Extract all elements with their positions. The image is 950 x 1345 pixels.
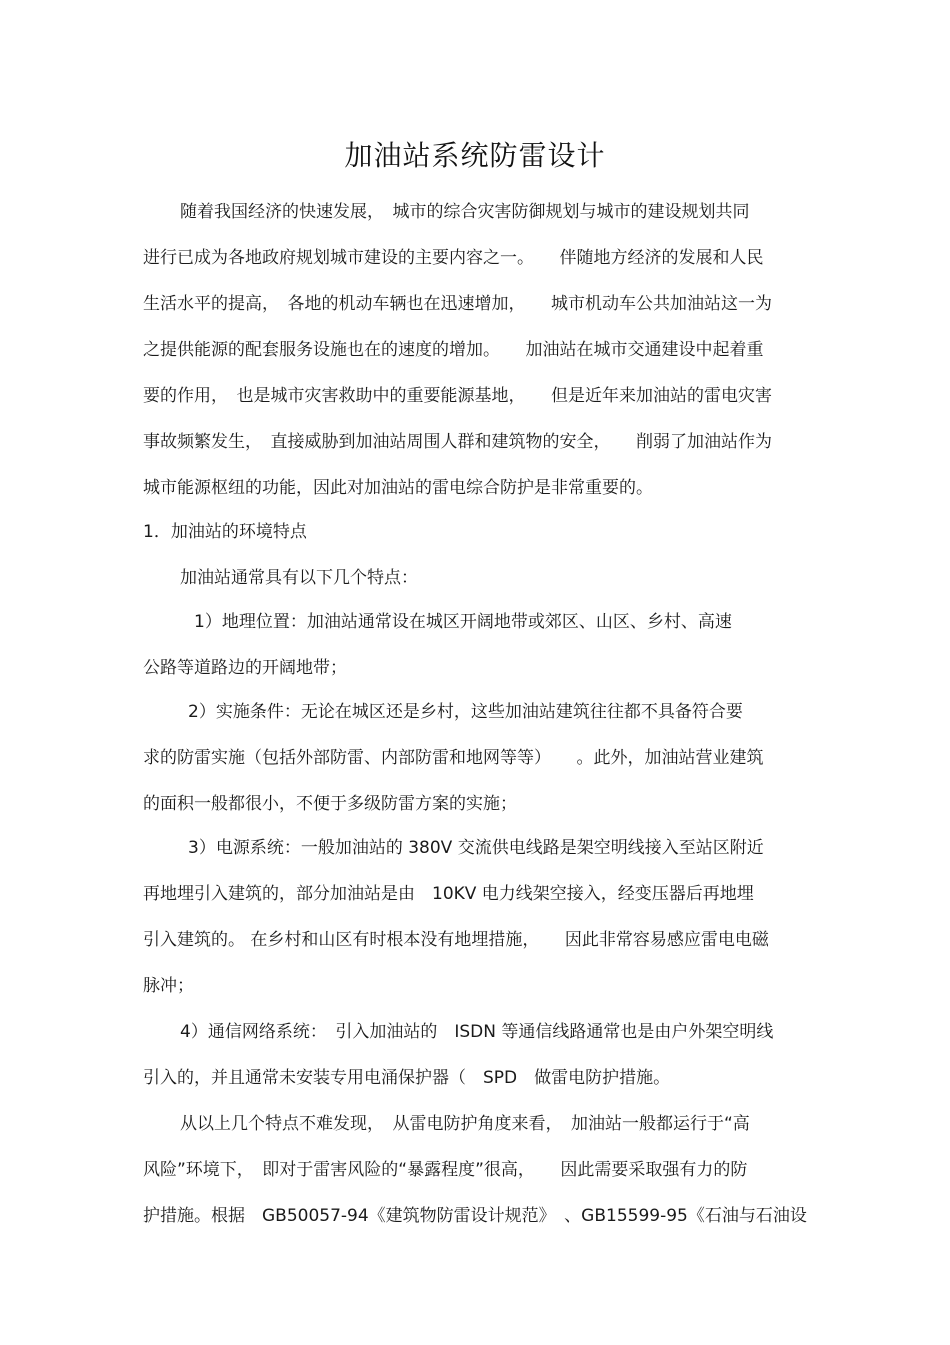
- page-title: 加油站系统防雷设计: [344, 139, 606, 172]
- list-item-line: 公路等道路边的开阔地带；: [143, 658, 347, 678]
- list-item-line: 的面积一般都很小，不便于多级防雷方案的实施；: [143, 794, 517, 814]
- list-item-line: 引入建筑的。 在乡村和山区有时根本没有地埋措施， 因此非常容易感应雷电电磁: [143, 930, 769, 950]
- section-heading: 1．加油站的环境特点: [143, 522, 307, 542]
- paragraph-line: 进行已成为各地政府规划城市建设的主要内容之一。 伴随地方经济的发展和人民: [143, 248, 764, 268]
- list-item-line: 3）电源系统：一般加油站的 380V 交流供电线路是架空明线接入至站区附近: [188, 838, 764, 858]
- list-item-line: 求的防雷实施（包括外部防雷、内部防雷和地网等等） 。此外，加油站营业建筑: [143, 748, 764, 768]
- paragraph-line: 从以上几个特点不难发现， 从雷电防护角度来看， 加油站一般都运行于“高: [180, 1114, 750, 1134]
- list-item-line: 引入的，并且通常未安装专用电涌保护器（ SPD 做雷电防护措施。: [143, 1068, 671, 1088]
- paragraph-line: 城市能源枢纽的功能，因此对加油站的雷电综合防护是非常重要的。: [143, 478, 653, 498]
- list-item-line: 脉冲；: [143, 976, 194, 996]
- list-item-line: 1）地理位置：加油站通常设在城区开阔地带或郊区、山区、乡村、高速: [194, 612, 732, 632]
- paragraph-line: 生活水平的提高， 各地的机动车辆也在迅速增加， 城市机动车公共加油站这一为: [143, 294, 772, 314]
- list-item-line: 2）实施条件：无论在城区还是乡村，这些加油站建筑往往都不具备符合要: [188, 702, 743, 722]
- paragraph-line: 风险”环境下， 即对于雷害风险的“暴露程度”很高， 因此需要采取强有力的防: [143, 1160, 748, 1180]
- paragraph-line: 加油站通常具有以下几个特点：: [180, 568, 418, 588]
- list-item-line: 再地埋引入建筑的，部分加油站是由 10KV 电力线架空接入，经变压器后再地埋: [143, 884, 754, 904]
- paragraph-line: 随着我国经济的快速发展， 城市的综合灾害防御规划与城市的建设规划共同: [180, 202, 750, 222]
- paragraph-line: 要的作用， 也是城市灾害救助中的重要能源基地， 但是近年来加油站的雷电灾害: [143, 386, 772, 406]
- list-item-line: 4）通信网络系统： 引入加油站的 ISDN 等通信线路通常也是由户外架空明线: [180, 1022, 774, 1042]
- paragraph-line: 之提供能源的配套服务设施也在的速度的增加。 加油站在城市交通建设中起着重: [143, 340, 764, 360]
- paragraph-line: 事故频繁发生， 直接威胁到加油站周围人群和建筑物的安全， 削弱了加油站作为: [143, 432, 772, 452]
- paragraph-line: 护措施。根据 GB50057-94《建筑物防雷设计规范》 、GB15599-95《石油与石油设: [143, 1206, 807, 1226]
